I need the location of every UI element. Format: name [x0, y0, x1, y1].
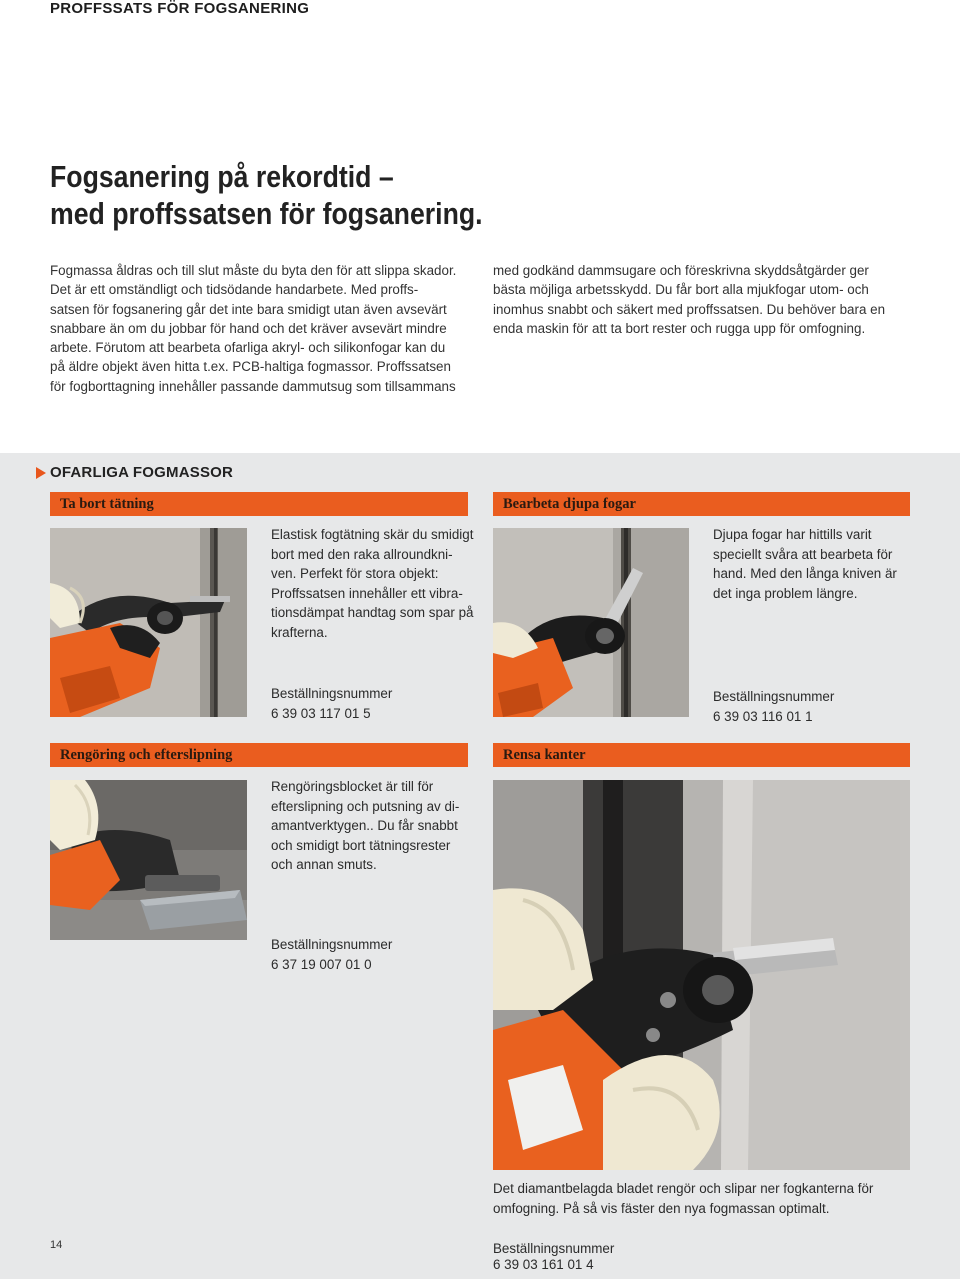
desc-line: efterslipning och putsning av di-	[271, 798, 460, 814]
page-number: 14	[50, 1239, 63, 1251]
desc-line: Rengöringsblocket är till för	[271, 779, 434, 794]
intro-line: bästa möjliga arbetsskydd. Du får bort alla mjukfogar utom- och	[493, 282, 869, 298]
product-description	[271, 777, 501, 875]
order-label: Beställningsnummer	[271, 937, 393, 952]
triangle-bullet-icon	[36, 467, 46, 479]
intro-line: inomhus snabbt och säkert med proffssatsen. Du behöver bara en	[493, 301, 886, 317]
product-title-bar: Rengöring och efterslipning	[50, 743, 468, 767]
desc-line: krafterna.	[271, 624, 328, 640]
intro-line: på äldre objekt även hitta t.ex. PCB-haltiga fogmassor. Proffssatsen	[50, 359, 451, 375]
desc-line: omfogning. På så vis fäster den nya fogmassan optimalt.	[493, 1200, 830, 1216]
product-photo-clean-edges	[493, 780, 910, 1170]
order-label: Beställningsnummer	[713, 689, 835, 704]
page-title	[50, 158, 652, 232]
intro-line: snabbare än om du jobbar för hand och det kräver avsevärt mindre	[50, 320, 447, 336]
order-info	[493, 1241, 713, 1273]
desc-line: Djupa fogar har hittills varit	[713, 527, 872, 542]
intro-line: Det är ett omständligt och tidsödande handarbete. Med proffs-	[50, 282, 419, 298]
intro-line: med godkänd dammsugare och föreskrivna skyddsåtgärder ger	[493, 263, 869, 278]
intro-line: satsen för fogsanering går det inte bara smidigt utan även avsevärt	[50, 301, 447, 317]
desc-line: bort med den raka allroundkni-	[271, 546, 453, 562]
product-photo-remove-sealant	[50, 528, 247, 717]
section-heading-text: OFARLIGA FOGMASSOR	[50, 464, 234, 481]
order-number: 6 37 19 007 01 0	[271, 956, 372, 972]
desc-line: och annan smuts.	[271, 857, 377, 872]
product-description	[493, 1179, 923, 1218]
page-title-line-2: med proffssatsen för fogsanering.	[50, 196, 483, 231]
desc-line: Proffssatsen innehåller ett vibra-	[271, 585, 463, 601]
product-photo-cleaning	[50, 780, 247, 940]
intro-line: för fogborttagning innehåller passande dammutsug som tillsammans	[50, 378, 456, 394]
desc-line: det inga problem längre.	[713, 585, 858, 601]
order-info	[271, 684, 491, 723]
desc-line: hand. Med den långa kniven är	[713, 566, 897, 581]
desc-line: och smidigt bort tätningsrester	[271, 837, 451, 853]
product-photo-deep-joints	[493, 528, 689, 717]
desc-line: Det diamantbelagda bladet rengör och slipar ner fogkanterna för	[493, 1181, 874, 1196]
intro-column-right	[493, 261, 923, 338]
order-number: 6 39 03 116 01 1	[713, 708, 813, 724]
order-number: 6 39 03 117 01 5	[271, 705, 371, 721]
desc-line: ven. Perfekt för stora objekt:	[271, 566, 439, 581]
product-description	[271, 525, 501, 642]
order-info	[713, 687, 933, 726]
section-heading	[36, 464, 233, 481]
running-header: PROFFSSATS FÖR FOGSANERING	[50, 0, 310, 17]
product-title-bar: Rensa kanter	[493, 743, 910, 767]
intro-line: arbete. Förutom att bearbeta ofarliga akryl- och silikonfogar kan du	[50, 340, 446, 356]
order-number: 6 39 03 161 01 4	[493, 1257, 594, 1272]
desc-line: amantverktygen.. Du får snabbt	[271, 818, 458, 833]
intro-line: enda maskin för att ta bort rester och rugga upp för omfogning.	[493, 320, 866, 336]
order-label: Beställningsnummer	[271, 686, 393, 701]
order-info	[271, 935, 491, 974]
product-description	[713, 525, 933, 603]
product-title-bar: Ta bort tätning	[50, 492, 468, 516]
desc-line: Elastisk fogtätning skär du smidigt	[271, 527, 474, 542]
page-title-line-1: Fogsanering på rekordtid –	[50, 159, 394, 194]
intro-column-left	[50, 261, 490, 396]
intro-line: Fogmassa åldras och till slut måste du byta den för att slippa skador.	[50, 263, 457, 278]
order-label: Beställningsnummer	[493, 1241, 615, 1256]
desc-line: tionsdämpat handtag som spar på	[271, 605, 474, 620]
product-title-bar: Bearbeta djupa fogar	[493, 492, 910, 516]
desc-line: speciellt svåra att bearbeta för	[713, 546, 893, 562]
